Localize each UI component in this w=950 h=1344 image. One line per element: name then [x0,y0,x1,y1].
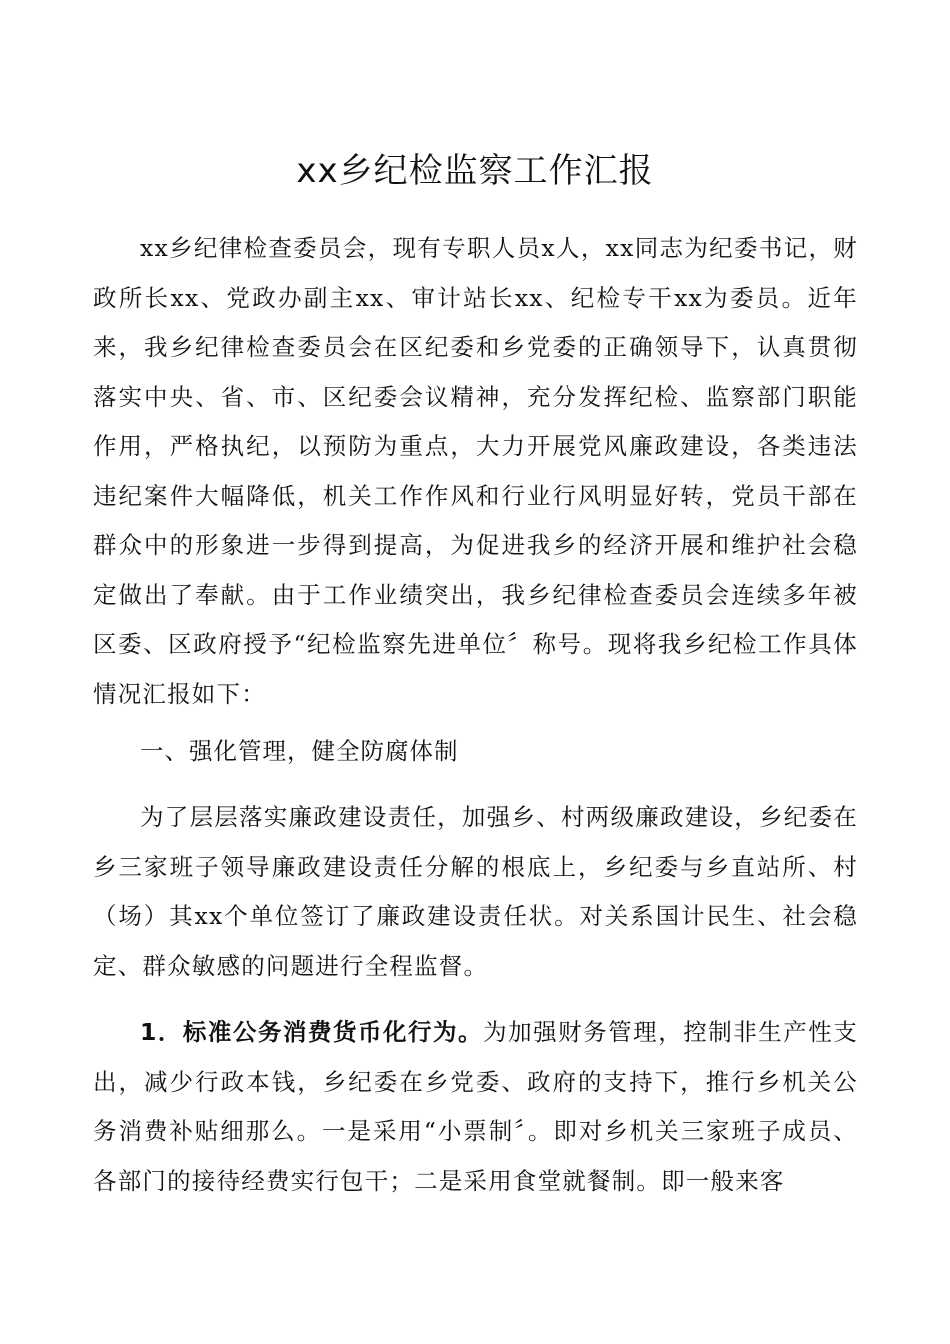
section-heading: 一、强化管理，健全防腐体制 [140,737,459,765]
list-item-text: 为加强财务管理，控制非生产性支出，减少行政本钱，乡纪委在乡党委、政府的支持下，推行乡机关公务消费补贴细那么。一是采用“小票制〞。即对乡机关三家班子成员、各部门的接待经费实行包干；二是采用食堂就餐制。即一般来客 [93,1018,858,1195]
section-paragraph: 为了层层落实廉政建设责任，加强乡、村两级廉政建设，乡纪委在乡三家班子领导廉政建设责任分解的根底上，乡纪委与乡直站所、村（场）其xx个单位签订了廉政建设责任状。对关系国计民生、社会稳定、群众敏感的问题进行全程监督。 [93,803,858,980]
list-item-paragraph [93,1008,858,1206]
intro-paragraph: xx乡纪律检查委员会，现有专职人员x人，xx同志为纪委书记，财政所长xx、党政办副主xx、审计站长xx、纪检专干xx为委员。近年来，我乡纪律检查委员会在区纪委和乡党委的正确领导下，认真贯彻落实中央、省、市、区纪委会议精神，充分发挥纪检、监察部门职能作用，严格执纪，以预防为重点，大力开展党风廉政建设，各类违法违纪案件大幅降低，机关工作作风和行业行风明显好转，党员干部在群众中的形象进一步得到提高，为促进我乡的经济开展和维护社会稳定做出了奉献。由于工作业绩突出，我乡纪律检查委员会连续多年被区委、区政府授予“纪检监察先进单位〞称号。现将我乡纪检工作具体情况汇报如下： [93,234,858,708]
document-title: xx乡纪检监察工作汇报 [296,151,654,191]
list-item-lead: 1．标准公务消费货币化行为。 [140,1018,484,1046]
